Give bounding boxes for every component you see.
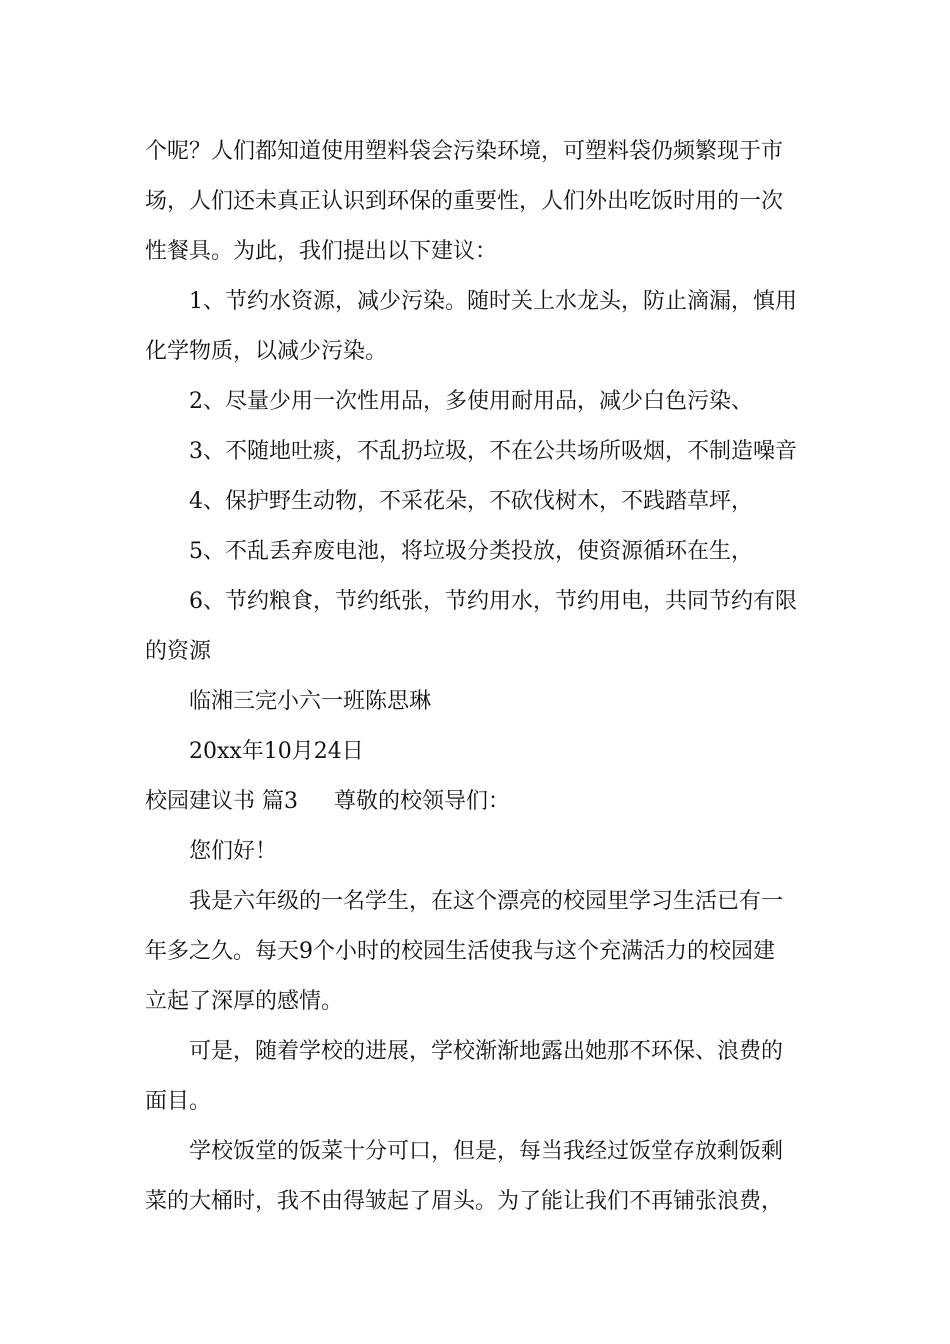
text-line: 的资源 [145, 639, 212, 664]
text-line: 菜的大桶时，我不由得皱起了眉头。为了能让我们不再铺张浪费， [145, 1189, 784, 1214]
text-line: 年多之久。每天9个小时的校园生活使我与这个充满活力的校园建 [145, 939, 775, 964]
text-line: 场，人们还未真正认识到环保的重要性，人们外出吃饭时用的一次 [145, 189, 784, 214]
text-line: 性餐具。为此，我们提出以下建议： [145, 239, 498, 264]
signature-name: 临湘三完小六一班陈思琳 [189, 689, 432, 714]
greeting: 您们好！ [189, 839, 278, 864]
suggestion-2: 2、尽量少用一次性用品，多使用耐用品，减少白色污染、 [189, 389, 753, 414]
suggestion-1: 1、节约水资源，减少污染。随时关上水龙头，防止滴漏，慎用 [189, 289, 797, 314]
suggestion-4: 4、保护野生动物，不采花朵，不砍伐树木，不践踏草坪， [189, 489, 753, 514]
text-line: 化学物质，以减少污染。 [145, 339, 388, 364]
text-line: 面目。 [145, 1089, 212, 1114]
salutation: 尊敬的校领导们： [334, 789, 511, 814]
signature-date: 20xx年10月24日 [189, 739, 364, 764]
text-line: 立起了深厚的感情。 [145, 989, 344, 1014]
paragraph-start: 我是六年级的一名学生，在这个漂亮的校园里学习生活已有一 [189, 889, 784, 914]
suggestion-5: 5、不乱丢弃废电池，将垃圾分类投放，使资源循环在生， [189, 539, 753, 564]
text-line: 个呢？人们都知道使用塑料袋会污染环境，可塑料袋仍频繁现于市 [145, 139, 784, 164]
paragraph-start: 学校饭堂的饭菜十分可口，但是，每当我经过饭堂存放剩饭剩 [189, 1139, 784, 1164]
suggestion-6: 6、节约粮食，节约纸张，节约用水，节约用电，共同节约有限 [189, 589, 797, 614]
paragraph-start: 可是，随着学校的进展，学校渐渐地露出她那不环保、浪费的 [189, 1039, 784, 1064]
section-heading [145, 787, 815, 817]
section-label: 校园建议书 篇3 [145, 789, 298, 814]
suggestion-3: 3、不随地吐痰，不乱扔垃圾，不在公共场所吸烟，不制造噪音 [189, 439, 797, 464]
